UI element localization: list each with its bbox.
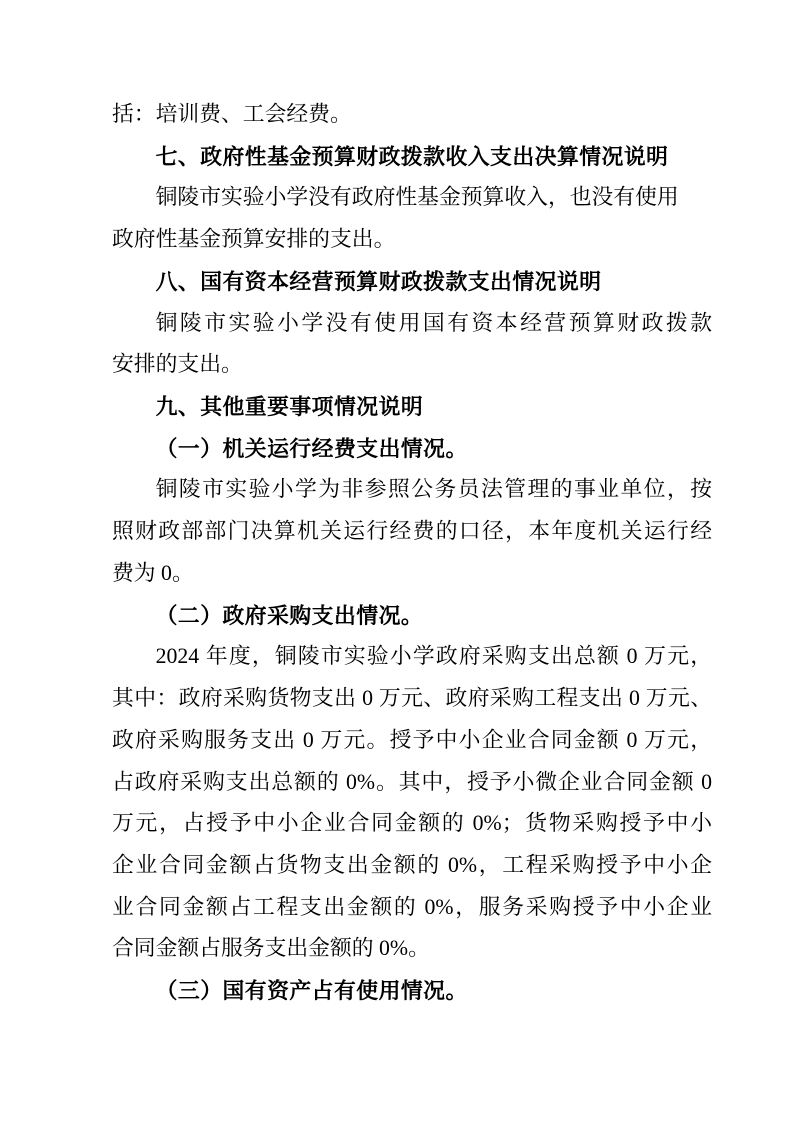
subsection-heading: （一）机关运行经费支出情况。 (155, 435, 468, 461)
text-line: 业合同金额占工程支出金额的 0%，服务采购授予中小企业 (112, 894, 712, 919)
subsection-heading: （二）政府采购支出情况。 (155, 602, 424, 628)
text-line: 其中：政府采购货物支出 0 万元、政府采购工程支出 0 万元、 (112, 686, 712, 711)
text-line: 2024 年度，铜陵市实验小学政府采购支出总额 0 万元， (155, 644, 712, 669)
text-line: 铜陵市实验小学没有使用国有资本经营预算财政拨款 (155, 310, 712, 335)
text-line: 费为 0。 (112, 560, 194, 585)
text-line: 铜陵市实验小学为非参照公务员法管理的事业单位，按 (155, 477, 712, 502)
text-line: 政府性基金预算安排的支出。 (112, 227, 396, 252)
section-heading: 七、政府性基金预算财政拨款收入支出决算情况说明 (155, 143, 669, 169)
text-line: 占政府采购支出总额的 0%。其中，授予小微企业合同金额 0 (112, 769, 712, 794)
section-heading: 八、国有资本经营预算财政拨款支出情况说明 (155, 268, 602, 294)
text-line: 合同金额占服务支出金额的 0%。 (112, 936, 430, 961)
section-heading: 九、其他重要事项情况说明 (155, 394, 424, 420)
text-line: 安排的支出。 (112, 352, 243, 377)
text-line: 企业合同金额占货物支出金额的 0%，工程采购授予中小企 (112, 852, 712, 877)
text-line: 括：培训费、工会经费。 (112, 102, 352, 126)
text-line: 铜陵市实验小学没有政府性基金预算收入，也没有使用 (155, 185, 679, 210)
text-line: 万元，占授予中小企业合同金额的 0%；货物采购授予中小 (112, 811, 712, 836)
subsection-heading: （三）国有资产占有使用情况。 (155, 978, 468, 1004)
document-content (112, 94, 712, 1012)
text-line: 照财政部部门决算机关运行经费的口径，本年度机关运行经 (112, 519, 712, 544)
text-line: 政府采购服务支出 0 万元。授予中小企业合同金额 0 万元， (112, 727, 712, 752)
